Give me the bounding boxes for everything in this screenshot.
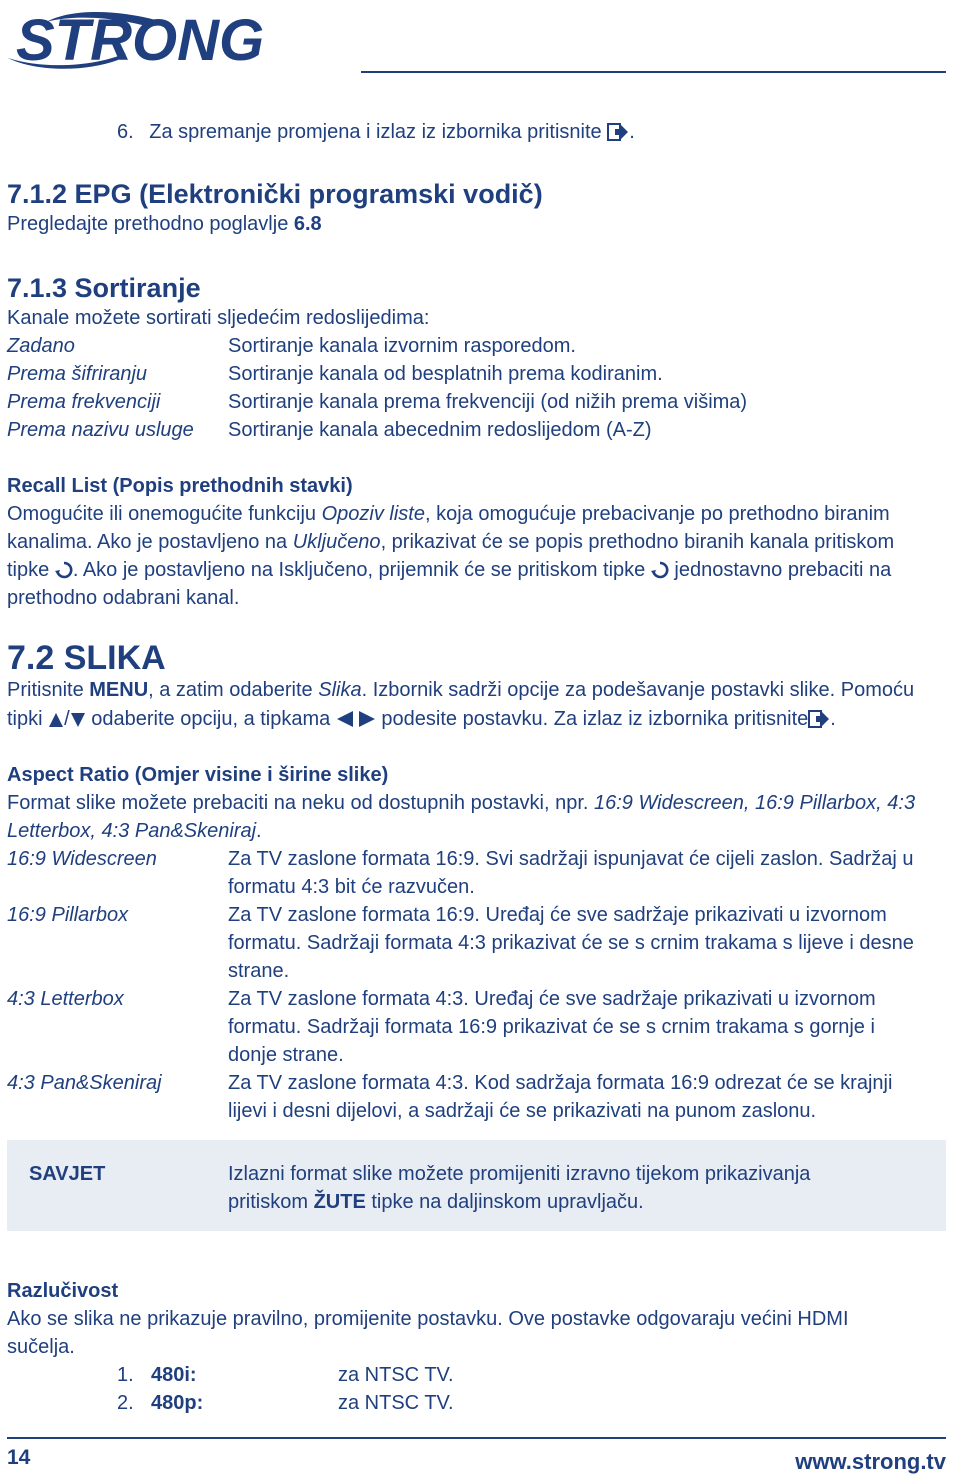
sort-term: Zadano — [7, 335, 75, 357]
tip-text: tipke na daljinskom upravljaču. — [365, 1191, 644, 1213]
recall-italic: Opoziv liste — [321, 503, 425, 525]
slika-text: . Izbornik sadrži opcije za podešavanje postavki slike. Pomoću — [361, 679, 915, 701]
recall-italic: Uključeno — [292, 531, 381, 553]
res-heading: Razlučivost — [7, 1280, 119, 1302]
recall-line-4: prethodno odabrani kanal. — [7, 587, 240, 609]
recall-line-2 — [7, 528, 894, 556]
footer-rule — [7, 1437, 946, 1439]
slika-text: Pritisnite — [7, 679, 90, 701]
tip-label: SAVJET — [29, 1163, 106, 1185]
sort-desc: Sortiranje kanala prema frekvenciji (od nižih prema višima) — [228, 391, 748, 413]
recall-icon — [651, 561, 669, 579]
aspect-desc: strane. — [228, 960, 290, 982]
epg-ref: 6.8 — [293, 213, 322, 235]
res-item-desc: za NTSC TV. — [338, 1392, 454, 1414]
strong-logo-icon — [6, 8, 311, 70]
aspect-desc: Za TV zaslone formata 16:9. Svi sadržaji ispunjavat će cijeli zaslon. Sadržaj u — [228, 848, 914, 870]
res-item-label: 480p: — [151, 1392, 204, 1414]
down-arrow-icon — [70, 712, 86, 728]
yellow-key: ŽUTE — [313, 1191, 366, 1213]
left-right-arrow-icon — [336, 710, 376, 728]
aspect-term: 16:9 Pillarbox — [7, 904, 129, 926]
slika-line-1 — [7, 676, 914, 704]
sort-term: Prema šifriranju — [7, 363, 148, 385]
slash: / — [64, 708, 70, 730]
slika-heading: 7.2 SLIKA — [7, 639, 166, 677]
res-line-2: sučelja. — [7, 1336, 75, 1358]
recall-line-1 — [7, 500, 890, 528]
recall-text: tipke — [7, 559, 55, 581]
aspect-end: . — [256, 820, 262, 842]
step-6 — [117, 118, 635, 146]
aspect-text: Format slike možete prebaciti na neku od dostupnih postavki, npr. — [7, 792, 594, 814]
res-item-num: 1. — [117, 1364, 134, 1386]
logo-text: STRONG — [16, 8, 265, 70]
epg-heading: 7.1.2 EPG (Elektronički programski vodič) — [7, 179, 543, 209]
sort-desc: Sortiranje kanala abecednim redoslijedom (A-Z) — [228, 419, 652, 441]
sort-term: Prema nazivu usluge — [7, 419, 194, 441]
strong-logo — [6, 8, 311, 70]
header-rule — [361, 71, 946, 73]
tip-line-2 — [228, 1188, 644, 1216]
slika-text: odaberite opciju, a tipkama — [85, 708, 336, 730]
exit-icon — [808, 710, 830, 728]
recall-text: Omogućite ili onemogućite funkciju — [7, 503, 322, 525]
aspect-term: 16:9 Widescreen — [7, 848, 157, 870]
slika-text: tipki — [7, 708, 49, 730]
recall-icon — [55, 561, 73, 579]
aspect-term: 4:3 Pan&Skeniraj — [7, 1072, 162, 1094]
footer-url: www.strong.tv — [795, 1449, 946, 1474]
aspect-italic: Letterbox, 4:3 Pan&Skeniraj — [7, 820, 257, 842]
recall-text: , prikazivat će se popis prethodno biranih kanala pritiskom — [380, 531, 895, 553]
aspect-term: 4:3 Letterbox — [7, 988, 124, 1010]
recall-text: . Ako je postavljeno na Isključeno, prijemnik će se pritiskom tipke — [72, 559, 651, 581]
aspect-italic: 16:9 Widescreen, 16:9 Pillarbox, 4:3 — [593, 792, 916, 814]
tip-text: pritiskom — [228, 1191, 314, 1213]
sort-intro: Kanale možete sortirati sljedećim redoslijedima: — [7, 307, 430, 329]
recall-text: kanalima. Ako je postavljeno na — [7, 531, 293, 553]
slika-line-2 — [7, 705, 836, 733]
slika-text: , a zatim odaberite — [148, 679, 319, 701]
recall-text: jednostavno prebaciti na — [668, 559, 892, 581]
aspect-desc: Za TV zaslone formata 4:3. Uređaj će sve sadržaje prikazivati u izvornom — [228, 988, 876, 1010]
step-text: Za spremanje promjena i izlaz iz izbornika pritisnite — [149, 121, 602, 143]
menu-key: MENU — [89, 679, 149, 701]
tip-line-1: Izlazni format slike možete promijeniti izravno tijekom prikazivanja — [228, 1163, 811, 1185]
aspect-desc: formatu. Sadržaji formata 16:9 prikazivat će se s crnim trakama s gornje i — [228, 1016, 875, 1038]
res-item-desc: za NTSC TV. — [338, 1364, 454, 1386]
res-item-num: 2. — [117, 1392, 134, 1414]
up-arrow-icon — [48, 712, 64, 728]
recall-line-3 — [7, 556, 891, 584]
slika-end: . — [830, 708, 836, 730]
aspect-desc: Za TV zaslone formata 4:3. Kod sadržaja formata 16:9 odrezat će se krajnji — [228, 1072, 893, 1094]
aspect-desc: formatu 4:3 bit će razvučen. — [228, 876, 475, 898]
slika-italic: Slika — [318, 679, 362, 701]
epg-text — [7, 210, 322, 238]
page-number: 14 — [7, 1446, 31, 1469]
step-end: . — [629, 121, 635, 143]
sort-desc: Sortiranje kanala izvornim rasporedom. — [228, 335, 576, 357]
step-number: 6. — [117, 121, 134, 143]
aspect-heading: Aspect Ratio (Omjer visine i širine slike) — [7, 764, 389, 786]
sort-heading: 7.1.3 Sortiranje — [7, 273, 201, 303]
aspect-desc: donje strane. — [228, 1044, 344, 1066]
aspect-desc: lijevi i desni dijelovi, a sadržaji će se prikazivati na punom zaslonu. — [228, 1100, 817, 1122]
aspect-line-2 — [7, 817, 262, 845]
aspect-desc: formatu. Sadržaji formata 4:3 prikazivat će se s crnim trakama s lijeve i desne — [228, 932, 914, 954]
res-line-1: Ako se slika ne prikazuje pravilno, promijenite postavku. Ove postavke odgovaraju većini HDMI — [7, 1308, 849, 1330]
recall-heading: Recall List (Popis prethodnih stavki) — [7, 475, 353, 497]
epg-text-main: Pregledajte prethodno poglavlje — [7, 213, 294, 235]
exit-icon — [607, 123, 629, 141]
recall-text: , koja omogućuje prebacivanje po prethodno biranim — [424, 503, 890, 525]
aspect-line-1 — [7, 789, 915, 817]
res-item-label: 480i: — [151, 1364, 197, 1386]
slika-text: podesite postavku. Za izlaz iz izbornika pritisnite — [375, 708, 809, 730]
aspect-desc: Za TV zaslone formata 16:9. Uređaj će sve sadržaje prikazivati u izvornom — [228, 904, 887, 926]
sort-term: Prema frekvenciji — [7, 391, 161, 413]
sort-desc: Sortiranje kanala od besplatnih prema kodiranim. — [228, 363, 663, 385]
